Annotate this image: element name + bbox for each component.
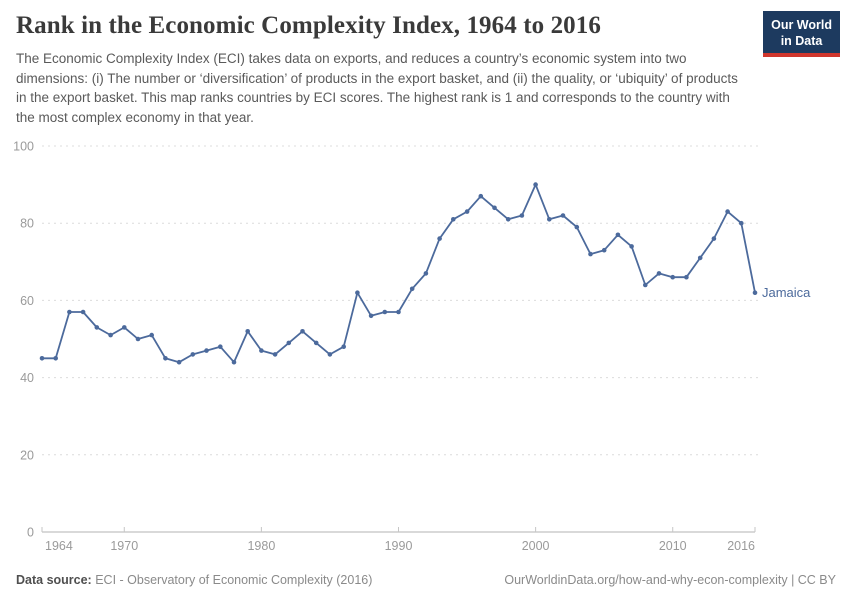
data-point[interactable]: [67, 310, 72, 315]
data-point[interactable]: [561, 213, 566, 218]
x-tick-label: 1980: [247, 539, 276, 553]
y-tick-label: 100: [13, 139, 34, 154]
data-point[interactable]: [40, 356, 45, 361]
x-axis: [42, 527, 755, 532]
data-point[interactable]: [355, 290, 360, 295]
page-title: Rank in the Economic Complexity Index, 1964 to 2016: [16, 12, 601, 39]
data-point[interactable]: [547, 217, 552, 222]
data-source-label: Data source:: [16, 573, 92, 587]
data-point[interactable]: [424, 271, 429, 276]
data-point[interactable]: [273, 352, 278, 357]
data-point[interactable]: [520, 213, 525, 218]
data-point[interactable]: [177, 360, 182, 365]
data-point[interactable]: [588, 252, 593, 257]
data-point[interactable]: [341, 344, 346, 349]
owid-logo-line1: Our World: [771, 18, 832, 32]
data-point[interactable]: [465, 209, 470, 214]
y-tick-label: 60: [20, 293, 34, 308]
data-point[interactable]: [163, 356, 168, 361]
series-line-jamaica[interactable]: [42, 185, 755, 363]
x-tick-label: 2010: [658, 539, 687, 553]
data-point[interactable]: [451, 217, 456, 222]
chart-subtitle: The Economic Complexity Index (ECI) takes data on exports, and reduces a country’s economic system into two dimensions: (i) The number or ‘diversification’ of products in the export basket, and (ii) the quality, or ‘ubiquity’ of products in the export basket. This map ranks countries by ECI scores. The highest rank is 1 and corresponds to the country with the most complex economy in that year.: [16, 51, 738, 125]
data-point[interactable]: [383, 310, 388, 315]
data-point[interactable]: [602, 248, 607, 253]
data-point[interactable]: [108, 333, 113, 338]
data-point[interactable]: [136, 337, 141, 342]
chart-footer: [16, 573, 836, 587]
data-point[interactable]: [245, 329, 250, 334]
data-point[interactable]: [287, 341, 292, 346]
data-point[interactable]: [218, 344, 223, 349]
data-point[interactable]: [300, 329, 305, 334]
data-point[interactable]: [698, 256, 703, 261]
data-point[interactable]: [712, 236, 717, 241]
data-point[interactable]: [643, 283, 648, 288]
data-point[interactable]: [149, 333, 154, 338]
y-gridlines: [42, 146, 762, 455]
data-point[interactable]: [396, 310, 401, 315]
data-point[interactable]: [369, 314, 374, 319]
owid-logo-line2: in Data: [780, 34, 823, 48]
axis-labels: [13, 140, 755, 554]
data-point[interactable]: [629, 244, 634, 249]
data-point[interactable]: [670, 275, 675, 280]
data-source: [16, 573, 372, 587]
y-tick-label: 80: [20, 216, 34, 231]
data-point[interactable]: [81, 310, 86, 315]
data-point[interactable]: [122, 325, 127, 330]
data-point[interactable]: [204, 348, 209, 353]
x-tick-label: 2016: [727, 539, 755, 553]
data-point[interactable]: [492, 206, 497, 211]
y-tick-label: 20: [20, 448, 34, 463]
footer-link[interactable]: OurWorldinData.org/how-and-why-econ-complexity | CC BY: [504, 573, 836, 587]
data-source-text: ECI - Observatory of Economic Complexity (2016): [91, 573, 373, 587]
x-tick-label: 2000: [521, 539, 550, 553]
data-point[interactable]: [328, 352, 333, 357]
data-point[interactable]: [616, 233, 621, 238]
data-point[interactable]: [410, 287, 415, 292]
data-point[interactable]: [259, 348, 264, 353]
data-point[interactable]: [725, 209, 730, 214]
data-point[interactable]: [53, 356, 58, 361]
data-point[interactable]: [506, 217, 511, 222]
data-point[interactable]: [575, 225, 580, 230]
series-end-label[interactable]: Jamaica: [762, 285, 811, 301]
y-tick-label: 40: [20, 371, 34, 386]
x-tick-label: 1964: [45, 539, 73, 553]
x-tick-label: 1990: [384, 539, 413, 553]
data-point[interactable]: [232, 360, 237, 365]
data-point[interactable]: [684, 275, 689, 280]
data-point[interactable]: [191, 352, 196, 357]
y-tick-label: 0: [27, 525, 34, 540]
data-point[interactable]: [739, 221, 744, 226]
data-point[interactable]: [533, 182, 538, 187]
data-point[interactable]: [437, 236, 442, 241]
data-point[interactable]: [657, 271, 662, 276]
data-point[interactable]: [95, 325, 100, 330]
x-tick-label: 1970: [110, 539, 139, 553]
data-point[interactable]: [479, 194, 484, 199]
data-point[interactable]: [314, 341, 319, 346]
data-point[interactable]: [753, 290, 758, 295]
